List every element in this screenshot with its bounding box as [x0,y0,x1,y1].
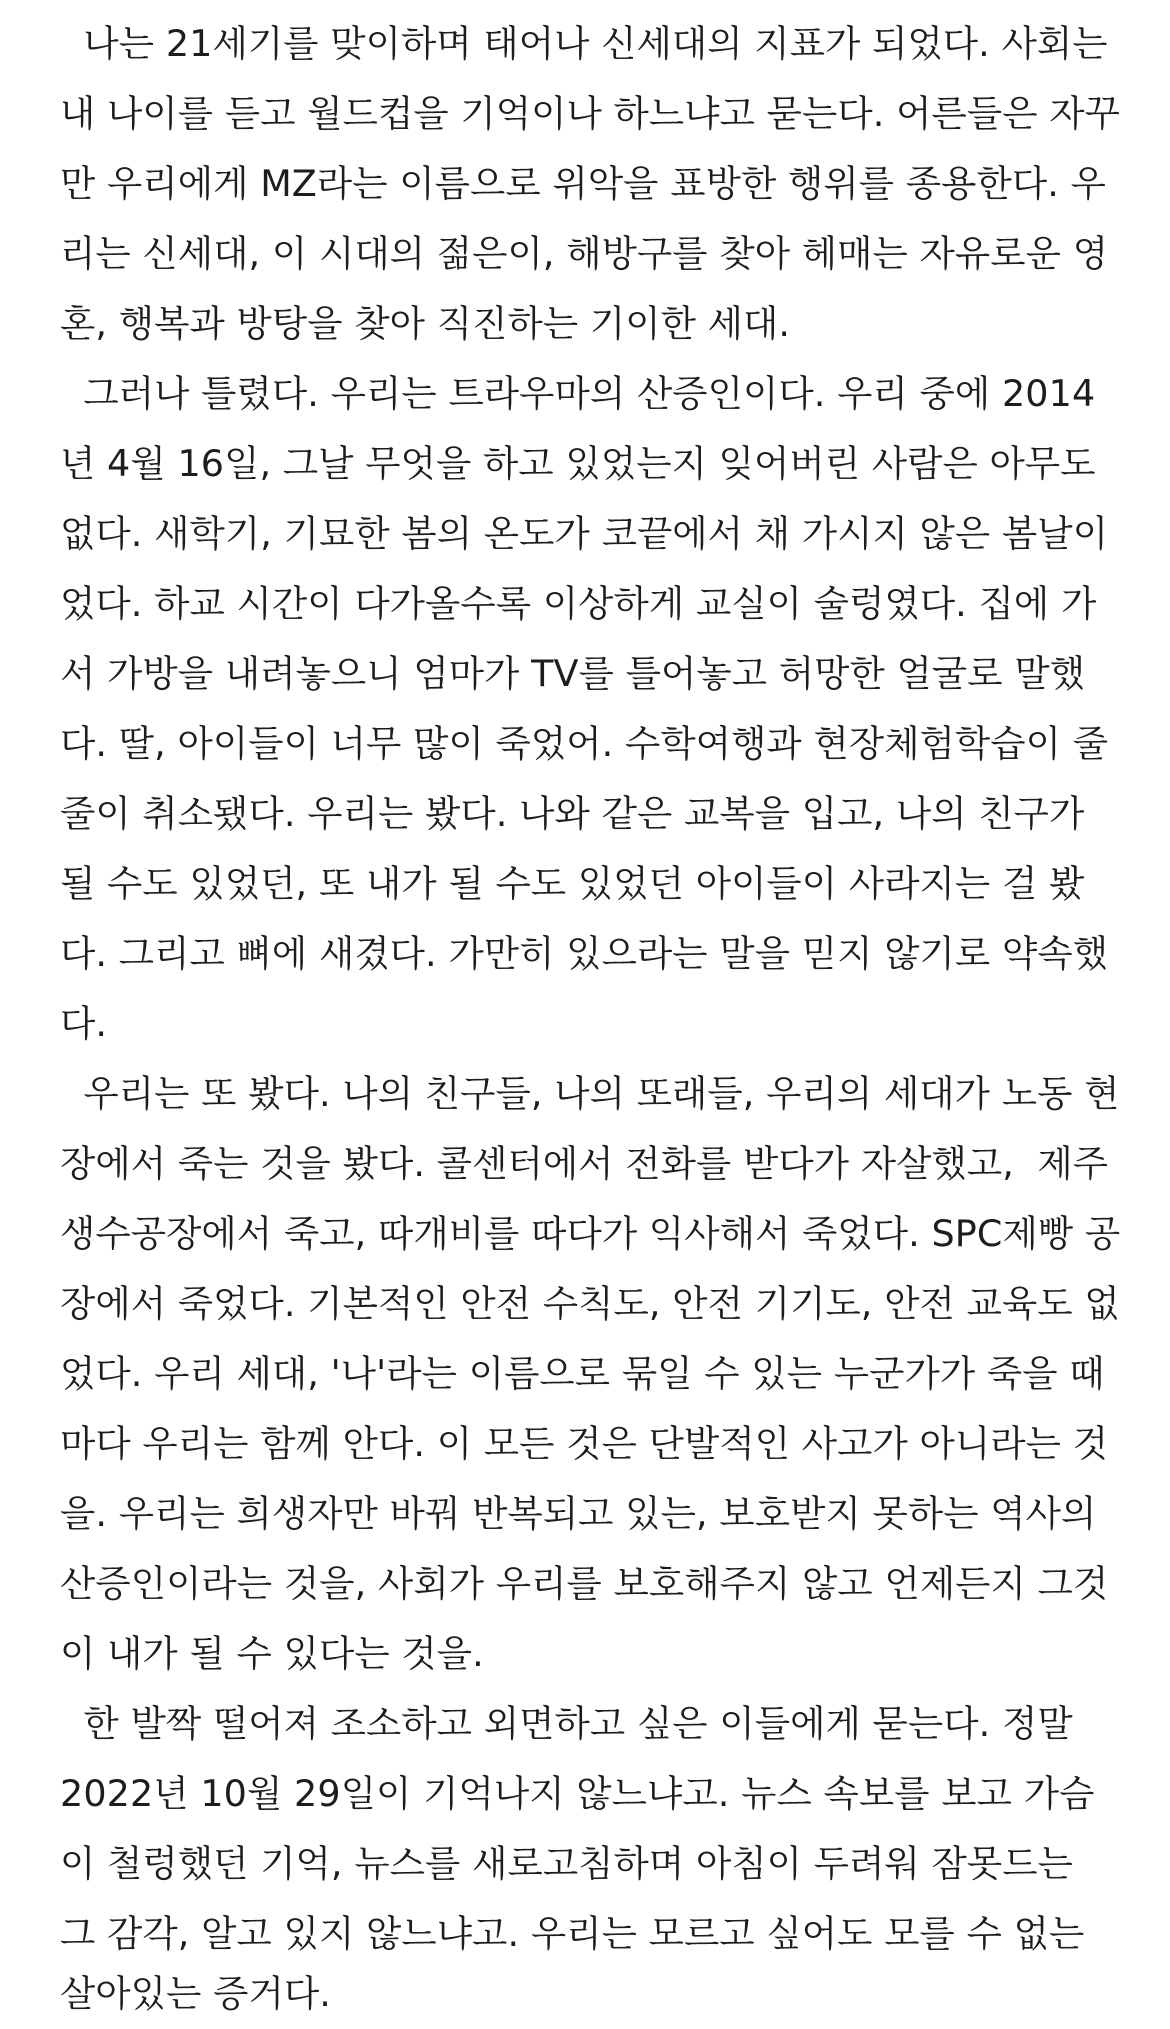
text-line: 우리는 또 봤다. 나의 친구들, 나의 또래들, 우리의 세대가 노동 현 [60,1072,1120,1115]
text-line: 혼, 행복과 방탕을 찾아 직진하는 기이한 세대. [60,302,791,345]
text-line: 었다. 우리 세대, '나'라는 이름으로 묶일 수 있는 누군가가 죽을 때 [60,1352,1105,1395]
text-line: 그 감각, 알고 있지 않느냐고. 우리는 모르고 싶어도 모를 수 없는 [60,1912,1085,1955]
text-line: 이 내가 될 수 있다는 것을. [60,1632,484,1675]
text-line: 2022년 10월 29일이 기억나지 않느냐고. 뉴스 속보를 보고 가슴 [60,1772,1095,1815]
text-line: 장에서 죽는 것을 봤다. 콜센터에서 전화를 받다가 자살했고, 제주 [60,1142,1109,1185]
text-line: 나는 21세기를 맞이하며 태어나 신세대의 지표가 되었다. 사회는 [60,22,1108,65]
text-line: 이 철렁했던 기억, 뉴스를 새로고침하며 아침이 두려워 잠못드는 [60,1842,1073,1885]
text-line: 생수공장에서 죽고, 따개비를 따다가 익사해서 죽었다. SPC제빵 공 [60,1212,1121,1255]
text-line: 다. [60,1002,108,1045]
text-line: 다. 그리고 뼈에 새겼다. 가만히 있으라는 말을 믿지 않기로 약속했 [60,932,1109,975]
text-line: 서 가방을 내려놓으니 엄마가 TV를 틀어놓고 허망한 얼굴로 말했 [60,652,1086,695]
text-line: 장에서 죽었다. 기본적인 안전 수칙도, 안전 기기도, 안전 교육도 없 [60,1282,1120,1325]
text-line: 마다 우리는 함께 안다. 이 모든 것은 단발적인 사고가 아니라는 것 [60,1422,1109,1465]
text-line: 될 수도 있었던, 또 내가 될 수도 있었던 아이들이 사라지는 걸 봤 [60,862,1085,905]
text-line: 리는 신세대, 이 시대의 젊은이, 해방구를 찾아 헤매는 자유로운 영 [60,232,1109,275]
text-line: 었다. 하교 시간이 다가올수록 이상하게 교실이 술렁였다. 집에 가 [60,582,1097,625]
text-line: 줄이 취소됐다. 우리는 봤다. 나와 같은 교복을 입고, 나의 친구가 [60,792,1085,835]
text-line: 내 나이를 듣고 월드컵을 기억이나 하느냐고 묻는다. 어른들은 자꾸 [60,92,1121,135]
text-line: 다. 딸, 아이들이 너무 많이 죽었어. 수학여행과 현장체험학습이 줄 [60,722,1109,765]
text-line: 한 발짝 떨어져 조소하고 외면하고 싶은 이들에게 묻는다. 정말 [60,1702,1073,1745]
text-line: 년 4월 16일, 그날 무엇을 하고 있었는지 잊어버린 사람은 아무도 [60,442,1096,485]
text-line: 을. 우리는 희생자만 바꿔 반복되고 있는, 보호받지 못하는 역사의 [60,1492,1097,1535]
text-line: 없다. 새학기, 기묘한 봄의 온도가 코끝에서 채 가시지 않은 봄날이 [60,512,1109,555]
text-line: 그러나 틀렸다. 우리는 트라우마의 산증인이다. 우리 중에 2014 [60,372,1096,415]
text-line: 만 우리에게 MZ라는 이름으로 위악을 표방한 행위를 종용한다. 우 [60,162,1106,205]
text-line: 산증인이라는 것을, 사회가 우리를 보호해주지 않고 언제든지 그것 [60,1562,1109,1605]
text-line: 살아있는 증거다. [60,1972,331,2015]
